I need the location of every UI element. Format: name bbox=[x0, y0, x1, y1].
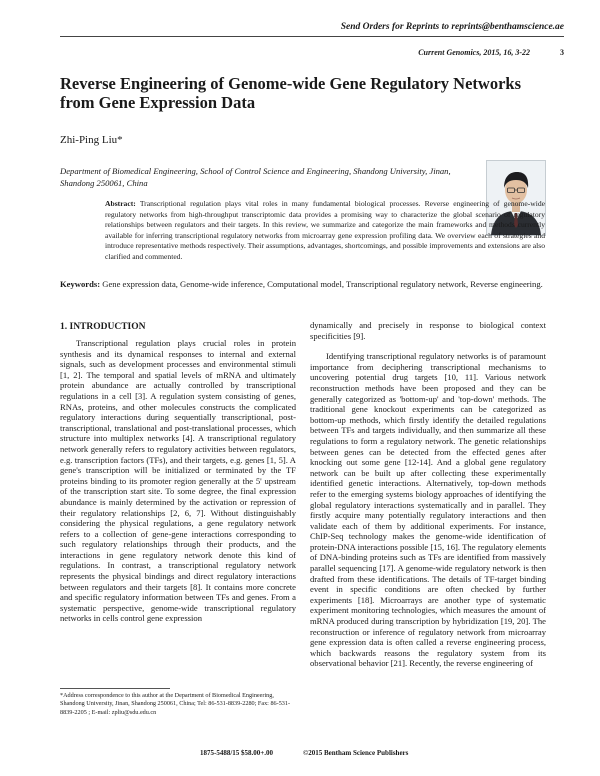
keywords-label: Keywords: bbox=[60, 279, 101, 289]
running-header bbox=[60, 48, 564, 57]
intro-paragraph-1: Transcriptional regulation plays crucial roles in protein synthesis and its dynamical responses to internal and external signals, such as development processes and environmental stimuli [1, 2]. The temporal and spatial levels of mRNA and ultimately protein abundance are actually controlled by transcriptional regulations in a cell [3]. A regulation system consisting of genes, RNAs, proteins, and other molecules constructs the complicated regulatory interactions during sequentially transcriptional, post-transcriptional, translational and post-translational processes, which structure into multiplex networks [4]. A transcriptional regulatory network generally refers to regulatory activities between regulators, e.g. transcription factors (TFs), and their targets, e.g. genes [1, 5]. A gene's transcription will be initialized or terminated by the TF proteins binding to its promoter region generally at the 5' upstream of the transcription start site. To some degree, the final expression abundance is mainly determined by the activation or repression of their regulatory relationships [2, 6, 7]. Without distinguishably considering the physical regulations, a gene regulatory network refers to a collection of gene-gene interactions corresponding to such regulatory relationships through their products, and the interactions in gene regulatory network denote this kind of regulations. In contrast, a transcriptional regulatory network represents the physical bindings and direct regulatory interactions between regulators and their targets [8]. It contains more concrete and specific regulatory information between TFs and genes. From a systematic perspective, genome-wide transcriptional regulatory networks in cells control gene expression bbox=[60, 338, 296, 624]
reprints-notice: Send Orders for Reprints to reprints@benthamscience.ae bbox=[340, 22, 564, 32]
page-footer bbox=[200, 749, 408, 757]
correspondence-footnote: *Address correspondence to this author at the Department of Biomedical Engineering, Shandong University, Jinan, Shandong 250061, China; Tel: 86-531-8839-2280; Fax: 86-531-8839-2205 ; E-mail: zpliu@sdu.edu.cn bbox=[60, 692, 291, 716]
author-name: Zhi-Ping Liu* bbox=[60, 134, 123, 146]
keywords bbox=[60, 279, 546, 290]
abstract bbox=[105, 199, 545, 263]
abstract-text: Transcriptional regulation plays vital roles in many fundamental biological processes. Reverse engineering of genome-wide regulatory networks from high-throughput transcriptomic data provides a promising way to characterize the global scenario of regulatory relationships between regulators and their targets. In this review, we summarize and categorize the main frameworks and methods currently available for inferring transcriptional regulatory networks from microarray gene expression profiling data. We overview each of strategies and introduce representative methods respectively. Their assumptions, advantages, shortcomings, and possible improvements and extensions are also clarified and commented. bbox=[105, 199, 545, 261]
article-title: Reverse Engineering of Genome-wide Gene Regulatory Networks from Gene Expression Data bbox=[60, 74, 521, 112]
section-heading: 1. INTRODUCTION bbox=[60, 322, 146, 332]
left-column bbox=[60, 338, 296, 643]
journal-citation: Current Genomics, 2015, 16, 3-22 bbox=[418, 48, 530, 57]
page-number: 3 bbox=[560, 48, 564, 57]
footnote-rule bbox=[60, 688, 170, 689]
intro-paragraph-2: Identifying transcriptional regulatory networks is of paramount importance from deciphering transcriptional mechanisms to uncovering potential drug targets [10, 11]. Various network reconstruction methods have been proposed and they can be generally categorized as 'bottom-up' and 'top-down' methods. The traditional gene knockout experiments can be categorized as bottom-up methods, which firstly identify the detailed regulations between TFs and targets individually, and then summarize all these regulations to form a regulatory network. The genetic relationships between genes can be detected from the effected genes after knocking out some gene [12-14]. And a global gene regulatory network can be built up after collecting these experimentally identified genetic interactions. Alternatively, top-down methods refer to the emerging systems biology approaches of identifying the global regulatory interactions systematically and in parallel. They firstly acquire many potentially regulatory interactions and then validate each of them by additional experiments. For instance, ChIP-Seq technology makes the genome-wide identification of protein-DNA interactions possible [15, 16]. The regulatory elements of DNA-binding proteins such as TFs are identified from massively parallel sequencing [17]. A genome-wide regulatory network is then drafted from these identifications. The details of TF-target binding event in specific conditions are often checked by further experiments [18]. Microarrays are another type of systematic experiment monitoring technologies, which measures the amount of mRNA produced during transcription by hybridization [19, 20]. The reconstruction or inference of regulatory network from microarray gene expression data is often called a reverse engineering process, which backwards reasons the regulatory system from its observational behavior [21]. Recently, the reverse engineering of bbox=[310, 351, 546, 669]
header-rule bbox=[60, 36, 564, 37]
copyright: ©2015 Bentham Science Publishers bbox=[303, 749, 409, 757]
author-affiliation: Department of Biomedical Engineering, School of Control Science and Engineering, Shandong University, Jinan, Shandong 250061, China bbox=[60, 166, 451, 188]
issn-price: 1875-5488/15 $58.00+.00 bbox=[200, 749, 274, 757]
abstract-label: Abstract: bbox=[105, 199, 136, 208]
right-column bbox=[310, 320, 546, 720]
intro-paragraph-continuation: dynamically and precisely in response to biological context specificities [9]. bbox=[310, 320, 546, 341]
keywords-text: Gene expression data, Genome-wide inference, Computational model, Transcriptional regulatory network, Reverse engineering. bbox=[102, 279, 543, 289]
